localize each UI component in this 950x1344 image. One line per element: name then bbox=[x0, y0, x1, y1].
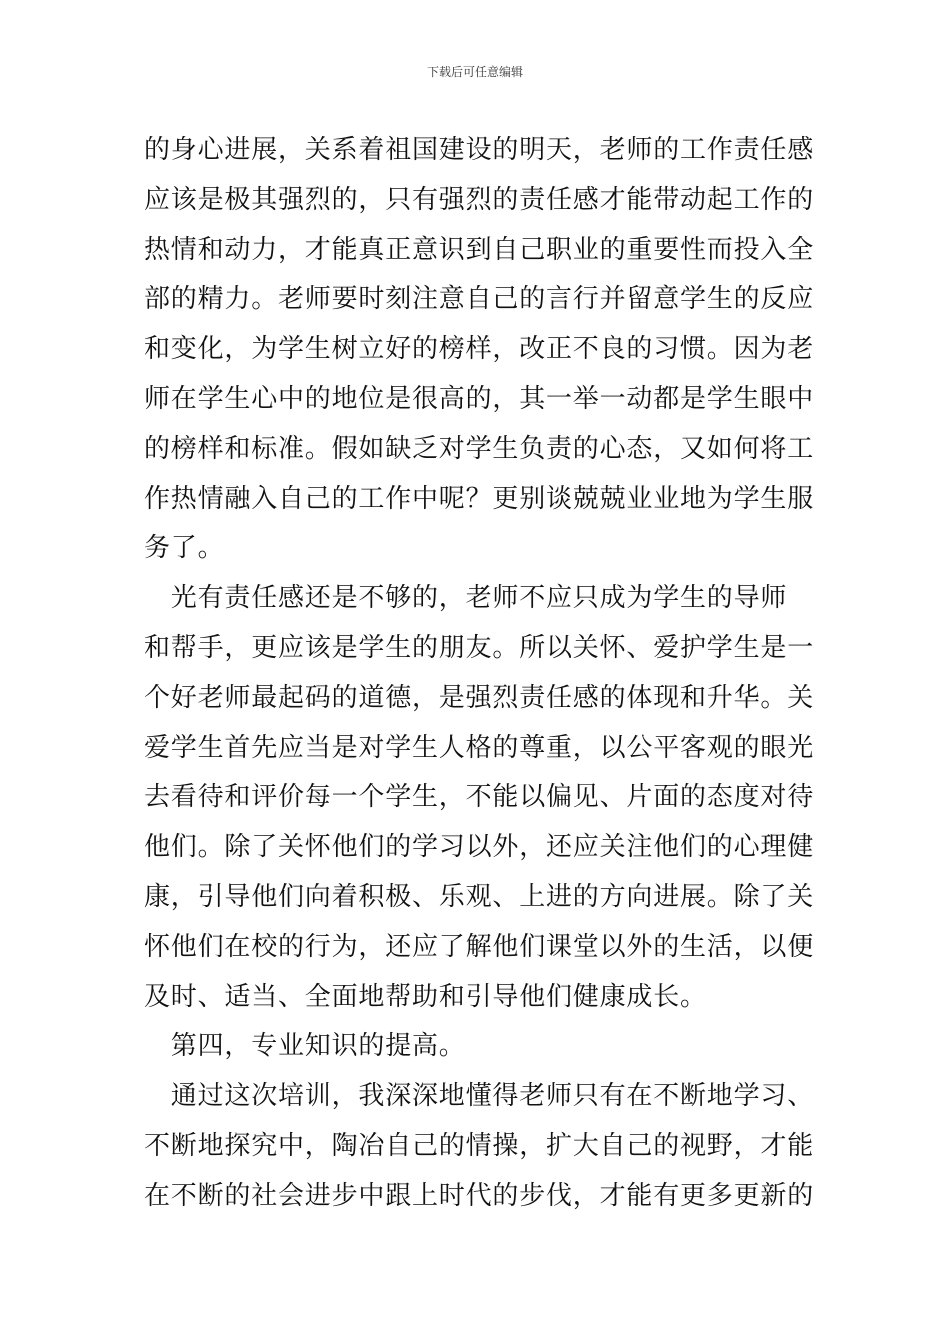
text-line: 第四，专业知识的提高。 bbox=[144, 1031, 466, 1062]
text-line: 爱学生首先应当是对学生人格的尊重，以公平客观的眼光 bbox=[144, 732, 815, 763]
document-body bbox=[144, 126, 816, 1222]
text-line: 务了。 bbox=[144, 533, 225, 564]
text-line: 师在学生心中的地位是很高的，其一举一动都是学生眼中 bbox=[144, 383, 815, 414]
text-line: 和帮手，更应该是学生的朋友。所以关怀、爱护学生是一 bbox=[144, 632, 815, 663]
text-line: 在不断的社会进步中跟上时代的步伐，才能有更多更新的 bbox=[144, 1180, 815, 1211]
text-line: 的榜样和标准。假如缺乏对学生负责的心态，又如何将工 bbox=[144, 433, 815, 464]
text-line: 热情和动力，才能真正意识到自己职业的重要性而投入全 bbox=[144, 234, 815, 265]
text-line: 的身心进展，关系着祖国建设的明天，老师的工作责任感 bbox=[144, 135, 815, 165]
text-line: 个好老师最起码的道德，是强烈责任感的体现和升华。关 bbox=[144, 682, 815, 713]
page-header: 下载后可任意编辑 bbox=[426, 65, 523, 79]
text-line: 作热情融入自己的工作中呢？更别谈兢兢业业地为学生服 bbox=[144, 483, 815, 514]
text-line: 光有责任感还是不够的，老师不应只成为学生的导师 bbox=[144, 583, 788, 614]
text-line: 及时、适当、全面地帮助和引导他们健康成长。 bbox=[144, 981, 707, 1012]
text-line: 怀他们在校的行为，还应了解他们课堂以外的生活，以便 bbox=[144, 931, 815, 962]
text-line: 康，引导他们向着积极、乐观、上进的方向进展。除了关 bbox=[144, 881, 815, 912]
text-line: 他们。除了关怀他们的学习以外，还应关注他们的心理健 bbox=[144, 832, 815, 863]
text-line: 通过这次培训，我深深地懂得老师只有在不断地学习、 bbox=[144, 1081, 815, 1112]
text-line: 应该是极其强烈的，只有强烈的责任感才能带动起工作的 bbox=[144, 184, 815, 215]
text-line: 不断地探究中，陶冶自己的情操，扩大自己的视野，才能 bbox=[144, 1130, 815, 1161]
text-line: 和变化，为学生树立好的榜样，改正不良的习惯。因为老 bbox=[144, 334, 815, 365]
text-line: 部的精力。老师要时刻注意自己的言行并留意学生的反应 bbox=[144, 284, 815, 315]
text-line: 去看待和评价每一个学生，不能以偏见、片面的态度对待 bbox=[144, 782, 815, 813]
